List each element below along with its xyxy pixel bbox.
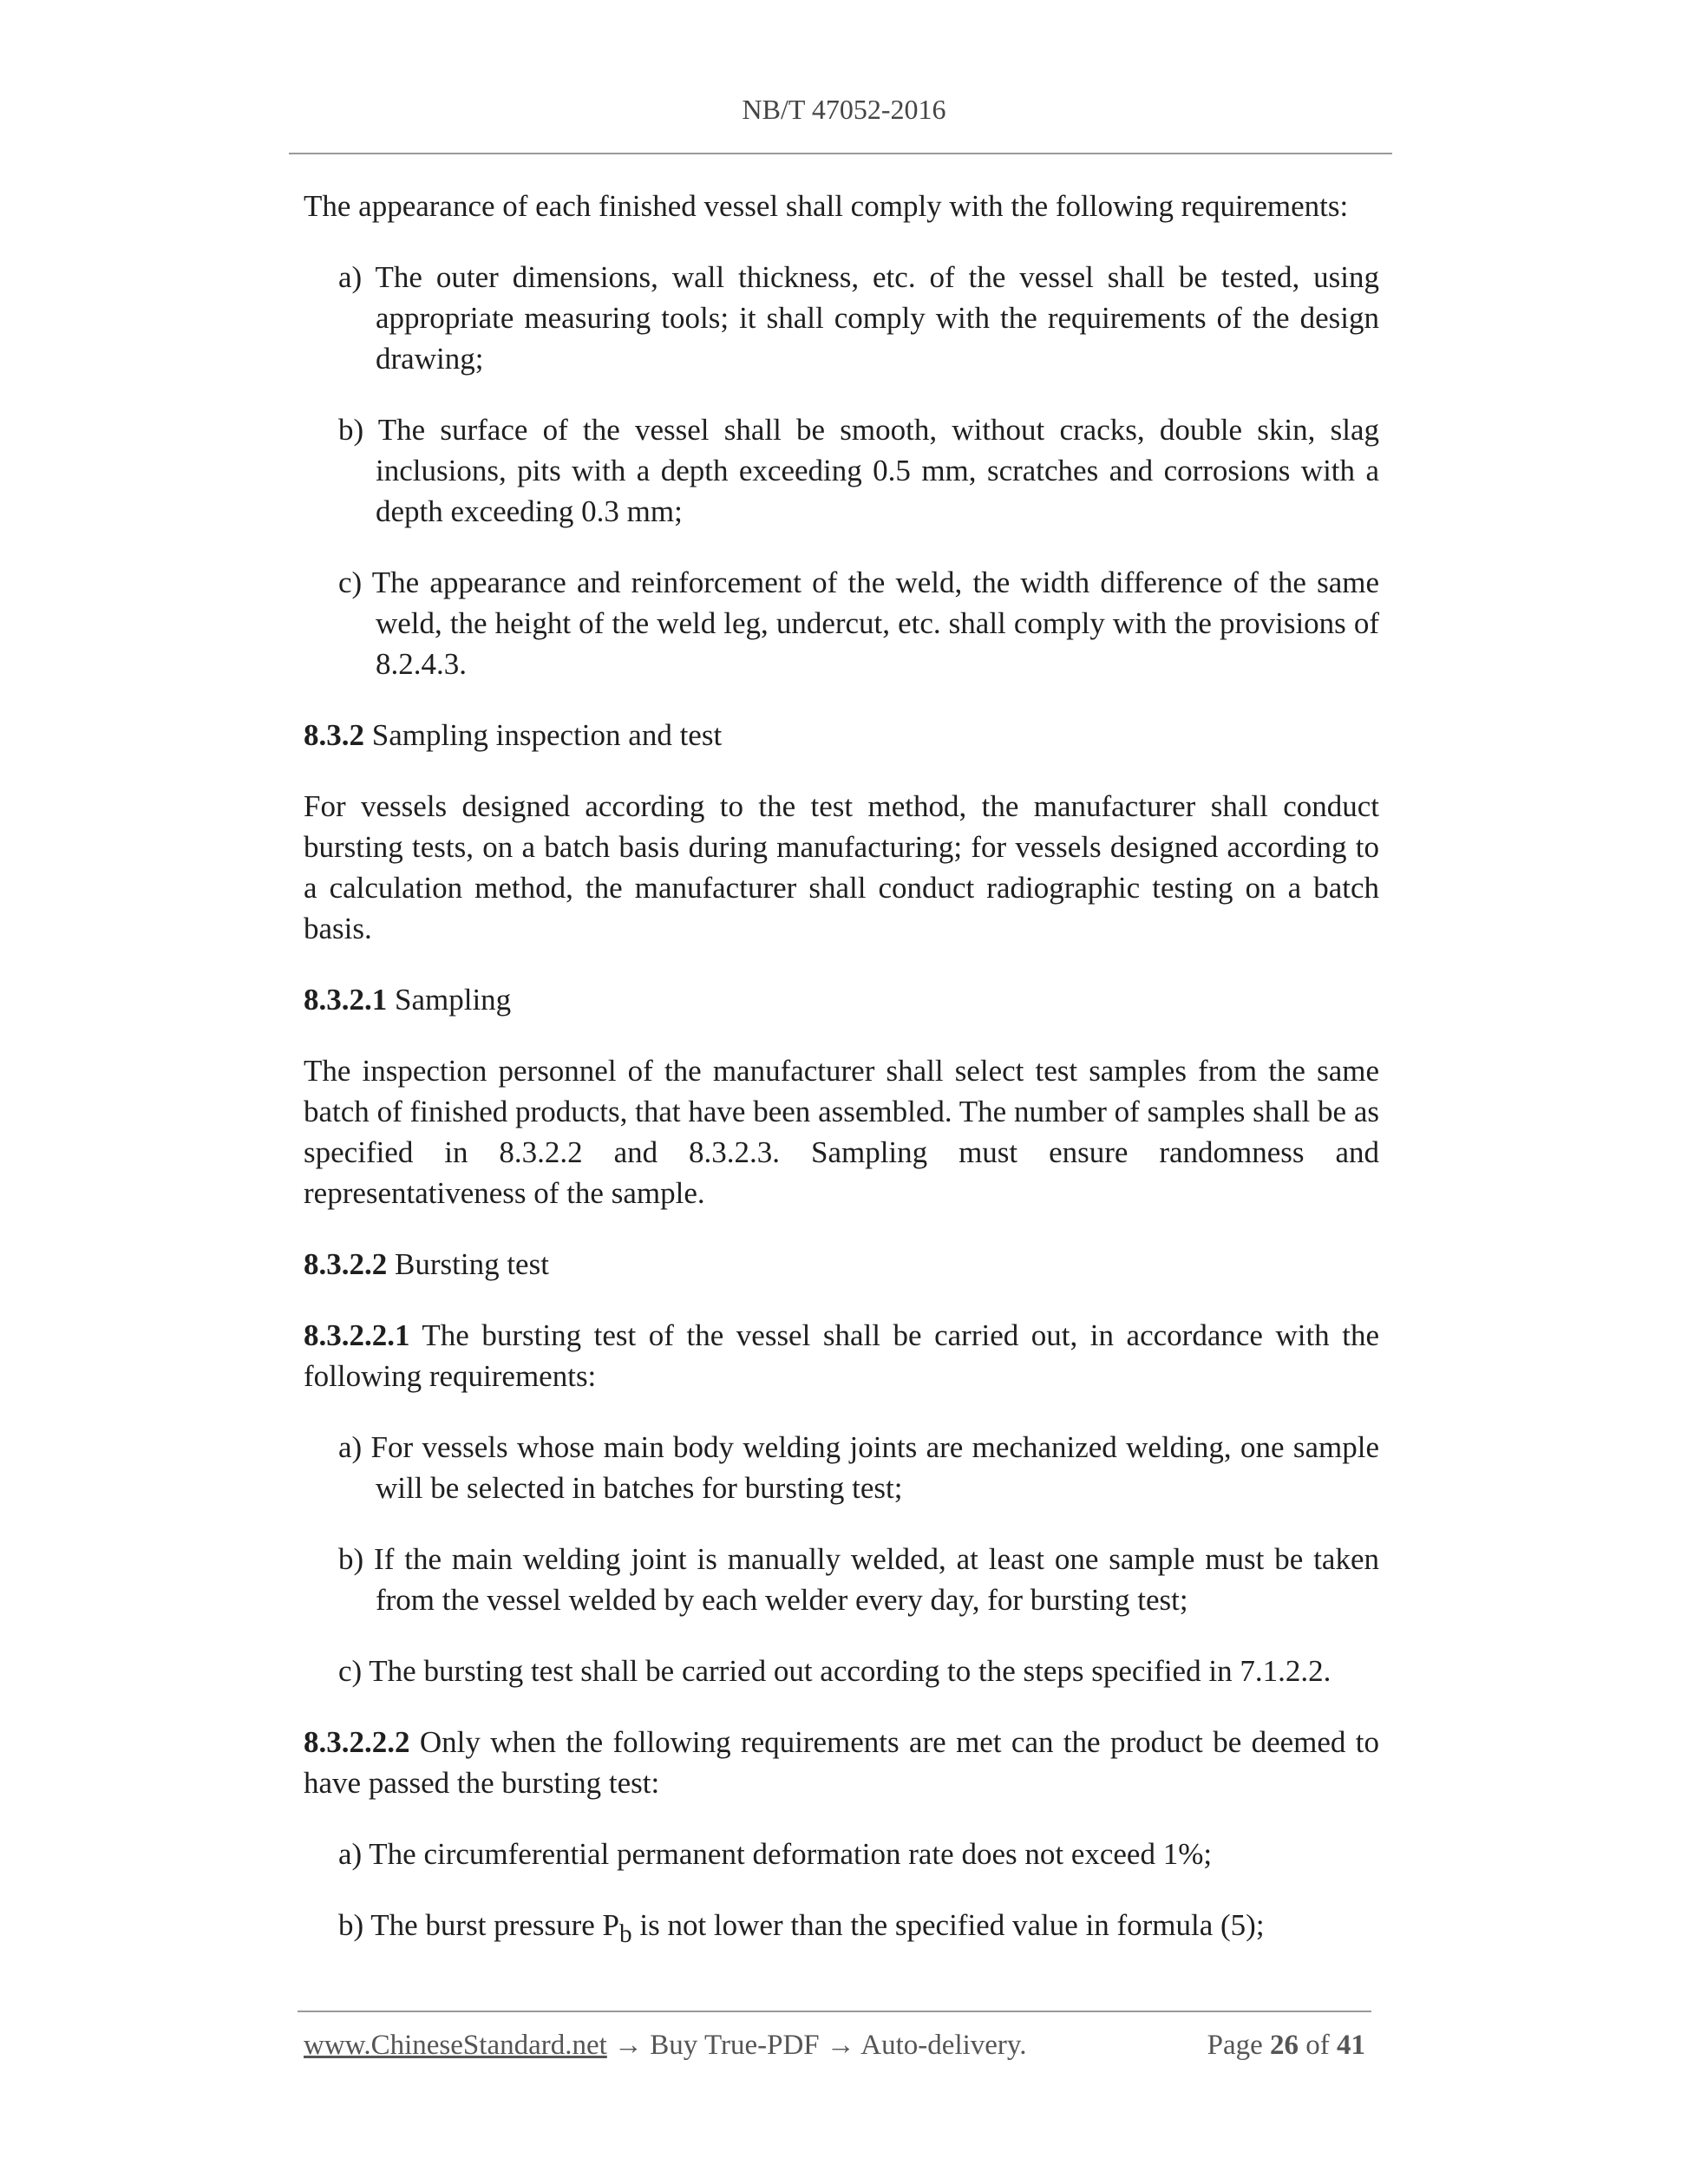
section-number: 8.3.2.1 (304, 983, 388, 1017)
site-link[interactable]: www.ChineseStandard.net (304, 2030, 607, 2061)
total-pages: 41 (1337, 2030, 1365, 2061)
section-8-3-2-1-text: The inspection personnel of the manufacturer shall select test samples from the same batch of finished products, that have been assembled. The number of samples shall be as specified in 8.3.2.2 and 8.3.2.3. Sampling must ensure randomness and representativeness of the sample. (304, 1054, 1379, 1210)
list-item: c) The appearance and reinforcement of the weld, the width difference of the same weld, the height of the weld leg, undercut, etc. shall comply with the provisions of 8.2.4.3. (338, 566, 1379, 681)
header-divider (289, 153, 1392, 154)
page-indicator (1207, 2030, 1365, 2062)
list-item: b) The surface of the vessel shall be smooth, without cracks, double skin, slag inclusions, pits with a depth exceeding 0.5 mm, scratches and corrosions with a depth exceeding 0.3 mm; (338, 413, 1379, 528)
section-8-3-2-text: For vessels designed according to the test method, the manufacturer shall conduct bursting tests, on a batch basis during manufacturing; for vessels designed according to a calculation method, the manufacturer shall conduct radiographic testing on a batch basis. (304, 789, 1379, 945)
item-text: is not lower than the specified value in formula (5); (631, 1908, 1265, 1942)
document-body (304, 186, 1379, 1985)
clause-text: The bursting test of the vessel shall be carried out, in accordance with the following requirements: (304, 1318, 1379, 1393)
appearance-intro: The appearance of each finished vessel shall comply with the following requirements: (304, 189, 1349, 223)
list-item: b) If the main welding joint is manually welded, at least one sample must be taken from the vessel welded by each welder every day, for bursting test; (338, 1542, 1379, 1617)
list-item: a) The outer dimensions, wall thickness, etc. of the vessel shall be tested, using appropriate measuring tools; it shall comply with the requirements of the design drawing; (338, 260, 1379, 376)
promo-text: → Buy True-PDF → Auto-delivery. (606, 2030, 1027, 2061)
section-heading-8-3-2 (304, 715, 1379, 755)
clause-8-3-2-2-1 (304, 1315, 1379, 1396)
bursting-pass-criteria-list (304, 1834, 1379, 1955)
section-title: Sampling inspection and test (364, 718, 723, 752)
section-number: 8.3.2.2 (304, 1247, 388, 1281)
section-heading-8-3-2-1 (304, 979, 1379, 1020)
section-number: 8.3.2 (304, 718, 364, 752)
clause-8-3-2-2-2 (304, 1722, 1379, 1803)
page-number: 26 (1270, 2030, 1299, 2061)
page-header: NB/T 47052-2016 (742, 94, 946, 125)
item-text: b) The burst pressure P (338, 1908, 620, 1942)
clause-number: 8.3.2.2.2 (304, 1725, 410, 1759)
section-heading-8-3-2-2 (304, 1244, 1379, 1285)
list-item: a) For vessels whose main body welding joints are mechanized welding, one sample will be selected in batches for bursting test; (338, 1430, 1379, 1505)
of-word: of (1305, 2030, 1330, 2061)
list-item (338, 1905, 1379, 1955)
section-title: Sampling (387, 983, 512, 1017)
list-item: c) The bursting test shall be carried out according to the steps specified in 7.1.2.2. (338, 1654, 1331, 1688)
bursting-test-requirements-list (304, 1427, 1379, 1691)
clause-number: 8.3.2.2.1 (304, 1318, 410, 1352)
footer-promo (304, 2030, 1027, 2062)
clause-text: Only when the following requirements are met can the product be deemed to have passed the bursting test: (304, 1725, 1379, 1800)
list-item: a) The circumferential permanent deformation rate does not exceed 1%; (338, 1837, 1213, 1871)
appearance-requirements-list (304, 257, 1379, 684)
section-title: Bursting test (387, 1247, 549, 1281)
footer-divider (298, 2011, 1371, 2012)
page-word: Page (1207, 2030, 1263, 2061)
subscript: b (619, 1920, 632, 1948)
